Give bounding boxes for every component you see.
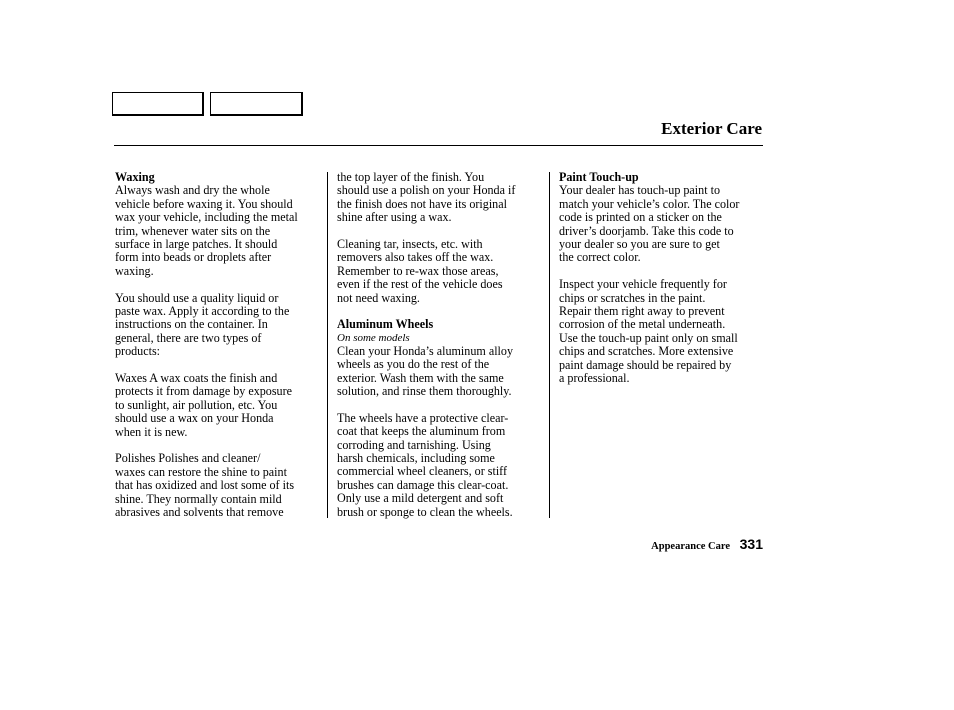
- section-heading-waxing: Waxing: [115, 170, 155, 184]
- paragraph: the top layer of the finish. You should use a polish on your Honda if the finish does not have its original shine after using a wax.: [337, 170, 516, 225]
- section-heading-paint-touch-up: Paint Touch-up: [559, 170, 639, 184]
- text-column-3: [559, 171, 765, 399]
- footer-section-label: Appearance Care: [651, 541, 730, 552]
- paragraph: Inspect your vehicle frequently for chips or scratches in the paint. Repair them right away to prevent corrosion of the metal underneath. Use the touch-up paint only on small chips and scratches. More extensive paint damage should be repaired by a professional.: [559, 277, 738, 386]
- text-column-2: [337, 171, 543, 533]
- section-heading-aluminum-wheels: Aluminum Wheels: [337, 317, 434, 332]
- paragraph: Clean your Honda’s aluminum alloy wheels as you do the rest of the exterior. Wash them with the same solution, and rinse them thoroughly.: [337, 343, 514, 399]
- model-note: On some models: [337, 331, 410, 344]
- paragraph: Your dealer has touch-up paint to match your vehicle’s color. The color code is printed on a sticker on the driver’s doorjamb. Take this code to your dealer so you are sure to get the correct color.: [559, 183, 740, 265]
- paragraph: The wheels have a protective clear- coat that keeps the aluminum from corroding and tarnishing. Using harsh chemicals, including some commercial wheel cleaners, or stiff brushes can damage this clear-coat. Only use a mild detergent and soft brush or sponge to clean the wheels.: [337, 410, 513, 519]
- title-divider: [114, 145, 763, 146]
- paragraph-waxes: Waxes A wax coats the finish and protects it from damage by exposure to sunlight, air pollution, etc. You should use a wax on your Honda when it is new.: [115, 371, 292, 439]
- nav-button-index[interactable]: [210, 92, 303, 116]
- column-divider-2: [549, 172, 550, 518]
- page-number: 331: [739, 536, 763, 552]
- page-title: Exterior Care: [661, 119, 762, 138]
- paragraph: Always wash and dry the whole vehicle before waxing it. You should wax your vehicle, including the metal trim, whenever water sits on the surface in large patches. It should form into beads or droplets after waxing.: [115, 183, 298, 278]
- paragraph: Cleaning tar, insects, etc. with removers also takes off the wax. Remember to re-wax those areas, even if the rest of the vehicle does not need waxing.: [337, 237, 503, 305]
- nav-button-main-menu[interactable]: [112, 92, 204, 116]
- paragraph: You should use a quality liquid or paste wax. Apply it according to the instructions on the container. In general, there are two types of products:: [115, 290, 290, 359]
- paragraph-polishes: Polishes Polishes and cleaner/ waxes can restore the shine to paint that has oxidized and lost some of its shine. They normally contain mild abrasives and solvents that remove: [115, 451, 295, 520]
- column-divider-1: [327, 172, 328, 518]
- text-column-1: [115, 171, 323, 533]
